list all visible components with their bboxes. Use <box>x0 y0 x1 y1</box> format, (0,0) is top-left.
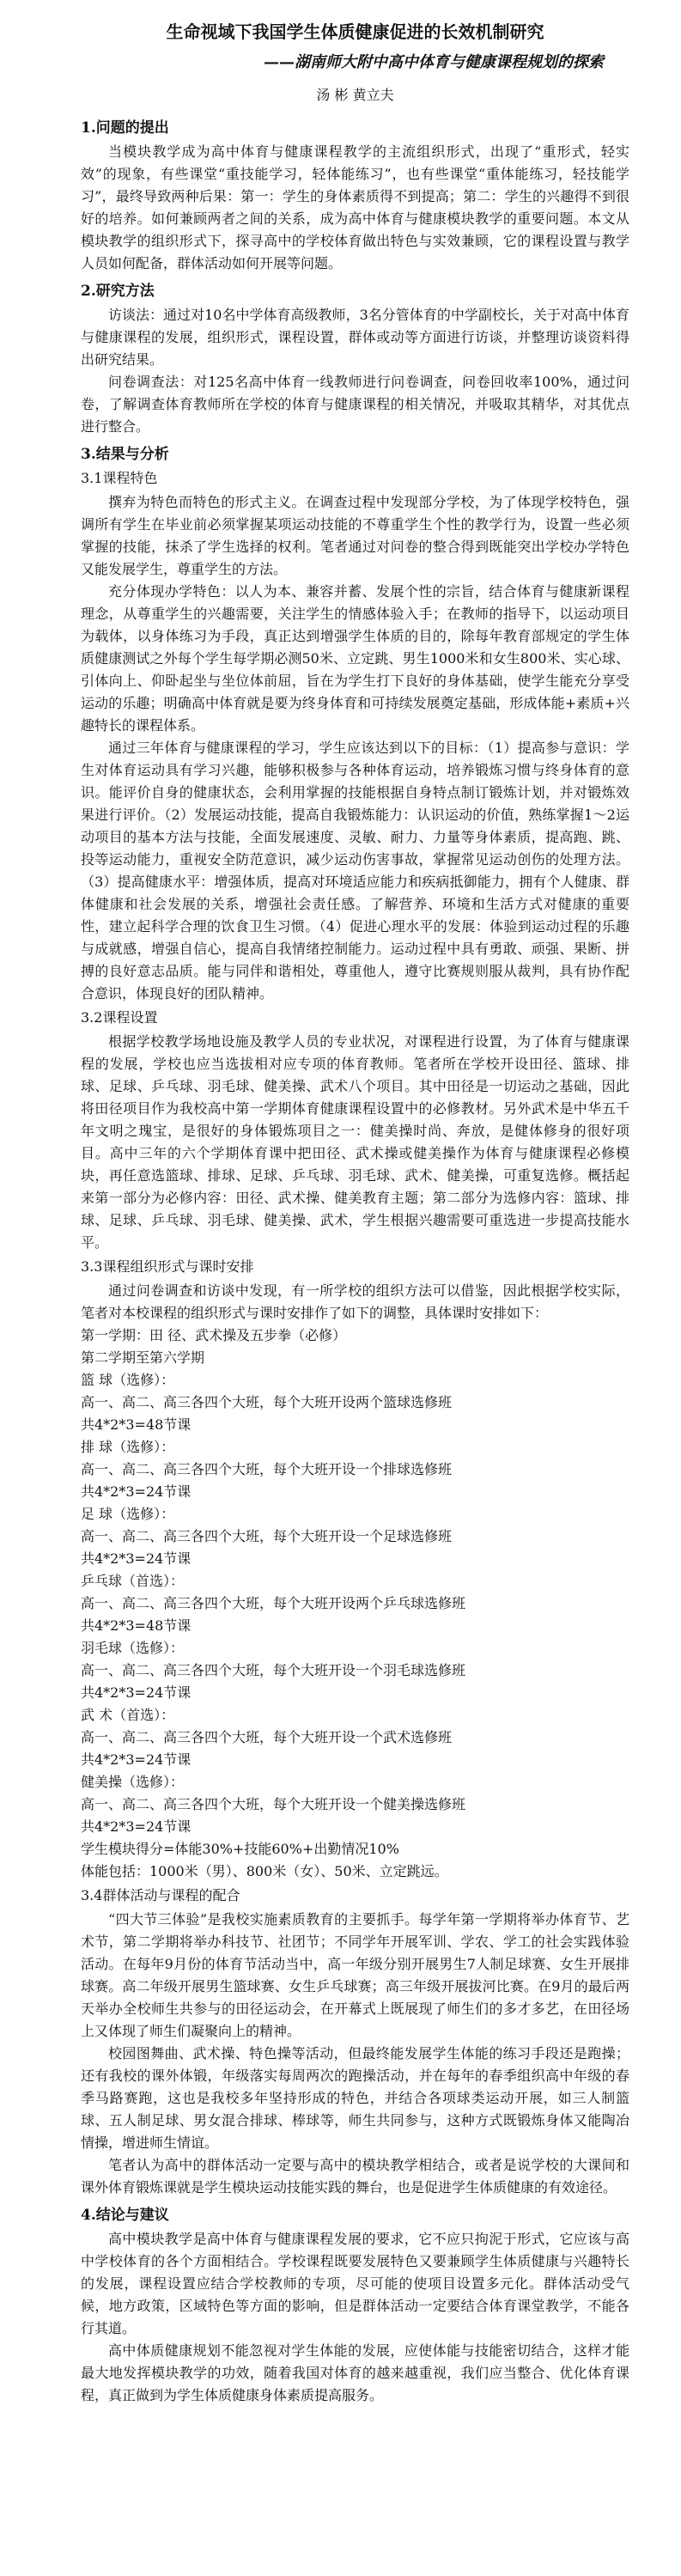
schedule-line: 第一学期：田 径、武术操及五步拳（必修） <box>81 1327 347 1343</box>
paragraph: 撰弃为特色而特色的形式主义。在调查过程中发现部分学校，为了体现学校特色，强调所有学生在毕业前必须掌握某项运动技能的不尊重学生个性的教学行为，设置一些必须掌握的技能，抹杀了学生选择的权利。笔者通过对问卷的整合得到既能突出学校办学特色又能发展学生，尊重学生的方法。 <box>81 494 629 577</box>
paragraph: 访谈法：通过对10名中学体育高级教师，3名分管体育的中学副校长，关于对高中体育与健康课程的发展，组织形式，课程设置，群体或动等方面进行访谈，并整理访谈资料得出研究结果。 <box>81 307 629 368</box>
schedule-line: 健美操（选修）： <box>81 1774 185 1790</box>
subsection-heading: 3.2课程设置 <box>81 1009 158 1026</box>
page-title: 生命视域下我国学生体质健康促进的长效机制研究 <box>166 21 544 42</box>
schedule-line: 体能包括：1000米（男）、800米（女）、50米、立定跳远。 <box>81 1863 448 1879</box>
subsection-heading: 3.3课程组织形式与课时安排 <box>81 1258 254 1275</box>
schedule-line: 高一、高二、高三各四个大班，每个大班开设一个排球选修班 <box>81 1461 453 1477</box>
paragraph: 通过问卷调查和访谈中发现，有一所学校的组织方法可以借鉴，因此根据学校实际，笔者对本校课程的组织形式与课时安排作了如下的调整，具体课时安排如下： <box>81 1282 629 1321</box>
paragraph: 问卷调查法：对125名高中体育一线教师进行问卷调查，问卷回收率100%，通过问卷，了解调查体育教师所在学校的体育与健康课程的相关情况，并吸取其精华，对其优点进行整合。 <box>81 374 629 435</box>
paragraph: 通过三年体育与健康课程的学习，学生应该达到以下的目标：（1）提高参与意识：学生对体育运动具有学习兴趣，能够积极参与各种体育运动，培养锻炼习惯与终身体育的意识。能评价自身的健康状态，会利用掌握的技能根据自身特点制订锻炼计划，并对锻炼效果进行评价。（2）发展运动技能，提高自我锻炼能力：认识运动的价值，熟练掌握1～2运动项目的基本方法与技能，全面发展速度、灵敏、耐力、力量等身体素质，提高跑、跳、投等运动能力，重视安全防范意识，减少运动伤害事故，掌握常见运动创伤的处理方法。（3）提高健康水平：增强体质，提高对环境适应能力和疾病抵御能力，拥有个人健康、群体健康和社会发展的关系，增强社会责任感。了解营养、环境和生活方式对健康的重要性，建立起科学合理的饮食卫生习惯。（4）促进心理水平的发展：体验到运动过程的乐趣与成就感，增强自信心，提高自我情绪控制能力。运动过程中具有勇敢、顽强、果断、拼搏的良好意志品质。能与同伴和谐相处，尊重他人，遵守比赛规则服从裁判，具有协作配合意识，体现良好的团队精神。 <box>81 740 629 1002</box>
schedule-line: 高一、高二、高三各四个大班，每个大班开设一个健美操选修班 <box>81 1796 466 1812</box>
section-heading-2: 2.研究方法 <box>81 283 155 300</box>
page-subtitle: ——湖南师大附中高中体育与健康课程规划的探索 <box>264 53 604 71</box>
schedule-line: 共4*2*3=24节课 <box>81 1684 192 1701</box>
schedule-line: 学生模块得分=体能30%+技能60%+出勤情况10% <box>81 1841 399 1857</box>
schedule-line: 羽毛球（选修）： <box>81 1640 185 1656</box>
paragraph: 根据学校教学场地设施及教学人员的专业状况，对课程进行设置，为了体育与健康课程的发展，学校也应当选拔相对应专项的体育教师。笔者所在学校开设田径、篮球、排球、足球、乒乓球、羽毛球、健美操、武术八个项目。其中田径是一切运动之基础，因此将田径项目作为我校高中第一学期体育健康课程设置中的必修教材。另外武术是中华五千年文明之瑰宝，是很好的身体锻炼项目之一：健美操时尚、奔放，是健体修身的很好项目。高中三年的六个学期体育课中把田径、武术操或健美操作为体育与健康课程必修模块，再任意选篮球、排球、足球、乒乓球、羽毛球、武术、健美操，可重复选修。概括起来第一部分为必修内容：田径、武术操、健美教育主题；第二部分为选修内容：篮球、排球、足球、乒乓球、羽毛球、健美操、武术，学生根据兴趣需要可重选进一步提高技能水平。 <box>81 1033 629 1251</box>
paragraph: 当模块教学成为高中体育与健康课程教学的主流组织形式，出现了“重形式，轻实效”的现象，有些课堂“重技能学习，轻体能练习”，也有些课堂“重体能练习，轻技能学习”，最终导致两种后果：第一：学生的身体素质得不到提高；第二：学生的兴趣得不到很好的培养。如何兼顾两者之间的关系，成为高中体育与健康模块教学的重要问题。本文从模块教学的组织形式下，探寻高中的学校体育做出特色与实效兼顾，它的课程设置与教学人员如何配备，群体活动如何开展等问题。 <box>81 143 629 271</box>
paragraph: “四大节三体验”是我校实施素质教育的主要抓手。每学年第一学期将举办体育节、艺术节，第二学期将举办科技节、社团节；不同学年开展军训、学农、学工的社会实践体验活动。在每年9月份的体育节活动当中，高一年级分别开展男生7人制足球赛、女生开展排球赛。高二年级开展男生篮球赛、女生乒乓球赛；高三年级开展拔河比赛。在9月的最后两天举办全校师生共参与的田径运动会，在开幕式上既展现了师生们的多才多艺，在田径场上又体现了师生们凝聚向上的精神。 <box>81 1911 629 2039</box>
paragraph: 高中体质健康规划不能忽视对学生体能的发展，应使体能与技能密切结合，这样才能最大地发挥模块教学的功效，随着我国对体育的越来越重视，我们应当整合、优化体育课程，真正做到为学生体质健康身体素质提高服务。 <box>81 2342 629 2403</box>
schedule-line: 高一、高二、高三各四个大班，每个大班开设一个武术选修班 <box>81 1729 453 1745</box>
section-heading-1: 1.问题的提出 <box>81 119 169 137</box>
schedule-line: 足 球（选修）： <box>81 1506 175 1522</box>
paragraph: 充分体现办学特色：以人为本、兼容并蓄、发展个性的宗旨，结合体育与健康新课程理念，从尊重学生的兴趣需要，关注学生的情感体验入手；在教师的指导下，以运动项目为载体，以身体练习为手段，真正达到增强学生体质的目的，除每年教育部规定的学生体质健康测试之外每个学生每学期必测50米、立定跳、男生1000米和女生800米、实心球、引体向上、仰卧起坐与坐位体前屈，旨在为学生打下良好的身体基础，使学生能充分享受运动的乐趣；明确高中体育就是要为终身体育和可持续发展奠定基础，形成体能+素质+兴趣特长的课程体系。 <box>81 583 629 734</box>
authors: 汤 彬 黄立夫 <box>316 87 394 103</box>
subsection-heading: 3.4群体活动与课程的配合 <box>81 1887 240 1903</box>
subsection-heading: 3.1课程特色 <box>81 470 158 486</box>
section-heading-3: 3.结果与分析 <box>81 446 169 463</box>
schedule-line: 共4*2*3=24节课 <box>81 1818 192 1835</box>
schedule-line: 高一、高二、高三各四个大班，每个大班开设两个篮球选修班 <box>81 1394 453 1410</box>
schedule-line: 排 球（选修）： <box>81 1439 175 1455</box>
schedule-line: 第二学期至第六学期 <box>81 1349 205 1366</box>
schedule-line: 高一、高二、高三各四个大班，每个大班开设一个羽毛球选修班 <box>81 1662 466 1678</box>
schedule-line: 共4*2*3=24节课 <box>81 1550 192 1567</box>
paragraph: 高中模块教学是高中体育与健康课程发展的要求，它不应只拘泥于形式，它应该与高中学校体育的各个方面相结合。学校课程既要发展特色又要兼顾学生体质健康与兴趣特长的发展，课程设置应结合学校教师的专项，尽可能的使项目设置多元化。群体活动受气候，地方政策，区域特色等方面的影响，但是群体活动一定要结合体育课堂教学，不能各行其道。 <box>81 2231 629 2336</box>
schedule-line: 高一、高二、高三各四个大班，每个大班开设一个足球选修班 <box>81 1528 453 1544</box>
schedule-line: 共4*2*3=24节课 <box>81 1751 192 1768</box>
schedule-line: 共4*2*3=24节课 <box>81 1483 192 1500</box>
schedule-line: 共4*2*3=48节课 <box>81 1416 192 1433</box>
schedule-line: 武 术（首选）： <box>81 1707 175 1723</box>
section-heading-4: 4.结论与建议 <box>81 2207 169 2224</box>
paragraph: 校园图舞曲、武术操、特色操等活动，但最终能发展学生体能的练习手段还是跑操；还有我校的课外体锻，年级落实每周两次的跑操活动，并在每年的春季组织高中年级的春季马路赛跑，这也是我校多年坚持形成的特色，并结合各项球类运动开展，如三人制篮球、五人制足球、男女混合排球、棒球等，师生共同参与，这种方式既锻炼身体又能陶冶情操，增进师生情谊。 <box>81 2045 629 2151</box>
schedule-line: 篮 球（选修）： <box>81 1372 175 1388</box>
paragraph: 笔者认为高中的群体活动一定要与高中的模块教学相结合，或者是说学校的大课间和课外体育锻炼课就是学生模块运动技能实践的舞台，也是促进学生体质健康的有效途径。 <box>81 2157 629 2195</box>
schedule-line: 高一、高二、高三各四个大班，每个大班开设两个乒乓球选修班 <box>81 1595 466 1611</box>
schedule-line: 共4*2*3=48节课 <box>81 1617 192 1634</box>
schedule-line: 乒乓球（首选）： <box>81 1573 185 1589</box>
schedule-list <box>81 1325 629 1883</box>
